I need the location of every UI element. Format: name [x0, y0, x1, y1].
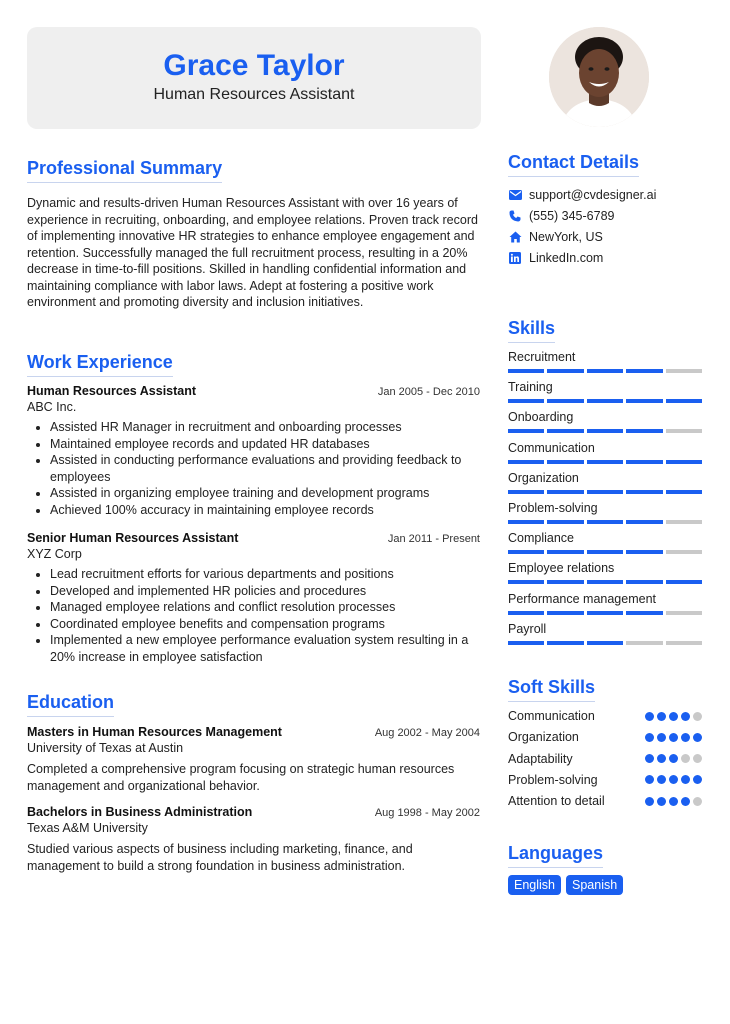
rating-dot	[657, 712, 666, 721]
skill-level-segment	[666, 550, 702, 554]
location-text: NewYork, US	[529, 230, 603, 244]
skill-level-segment	[508, 369, 544, 373]
skill-level-segment	[508, 550, 544, 554]
skill-item	[508, 561, 702, 584]
profile-photo-image	[549, 27, 649, 127]
soft-skills-heading: Soft Skills	[508, 677, 595, 702]
skill-level-segment	[626, 429, 662, 433]
education-date: Aug 2002 - May 2004	[374, 727, 480, 739]
skill-level-bar	[508, 550, 702, 554]
rating-dot	[669, 712, 678, 721]
skill-level-segment	[547, 550, 583, 554]
skill-level-segment	[547, 460, 583, 464]
skill-name: Payroll	[508, 621, 547, 636]
rating-dot	[657, 775, 666, 784]
list-item: • Assisted in organizing employee training and development programs	[50, 485, 480, 502]
candidate-title: Human Resources Assistant	[153, 86, 355, 103]
soft-skill-rating	[645, 797, 702, 806]
skill-level-segment	[508, 490, 544, 494]
rating-dot	[693, 775, 702, 784]
list-item: • Assisted HR Manager in recruitment and onboarding processes	[50, 419, 480, 436]
list-item: • Developed and implemented HR policies and procedures	[50, 583, 480, 600]
rating-dot	[645, 754, 654, 763]
soft-skill-item	[508, 773, 702, 787]
skill-item	[508, 622, 702, 645]
rating-dot	[681, 733, 690, 742]
job-bullets	[27, 566, 480, 665]
rating-dot	[669, 754, 678, 763]
soft-skill-rating	[645, 754, 702, 763]
education-entry	[27, 725, 480, 794]
language-badge: English	[508, 875, 561, 895]
rating-dot	[645, 712, 654, 721]
skill-level-segment	[587, 641, 623, 645]
skill-item	[508, 410, 702, 433]
skill-level-segment	[666, 369, 702, 373]
job-date: Jan 2011 - Present	[387, 533, 480, 545]
skill-level-segment	[666, 429, 702, 433]
skill-level-segment	[547, 369, 583, 373]
skill-name: Employee relations	[508, 561, 615, 576]
skill-level-segment	[547, 520, 583, 524]
skill-item	[508, 531, 702, 554]
list-item: • Maintained employee records and updated HR databases	[50, 436, 480, 453]
soft-skill-item	[508, 794, 702, 808]
skill-name: Onboarding	[508, 410, 574, 425]
email-text[interactable]: support@cvdesigner.ai	[529, 188, 657, 202]
skill-level-segment	[547, 611, 583, 615]
job-date: Jan 2005 - Dec 2010	[377, 386, 480, 398]
contact-email	[508, 188, 708, 202]
skill-level-segment	[508, 580, 544, 584]
skill-level-segment	[508, 399, 544, 403]
skills-heading: Skills	[508, 318, 555, 343]
skill-level-segment	[587, 369, 623, 373]
degree-name: Bachelors in Business Administration	[27, 805, 253, 819]
skill-name: Compliance	[508, 531, 575, 546]
school-name: Texas A&M University	[27, 821, 148, 835]
skill-level-segment	[666, 580, 702, 584]
list-item: • Managed employee relations and conflict resolution processes	[50, 599, 480, 616]
skill-item	[508, 471, 702, 494]
contact-phone	[508, 209, 708, 223]
soft-skill-rating	[645, 775, 702, 784]
skill-name: Problem-solving	[508, 501, 598, 515]
skill-name: Recruitment	[508, 350, 576, 364]
education-heading: Education	[27, 692, 114, 717]
skill-level-bar	[508, 429, 702, 433]
job-company: XYZ Corp	[27, 547, 82, 561]
soft-skill-item	[508, 730, 702, 744]
soft-skill-name: Adaptability	[508, 751, 573, 766]
skill-level-bar	[508, 641, 702, 645]
skill-level-segment	[666, 460, 702, 464]
job-bullets	[27, 419, 480, 518]
skill-level-segment	[626, 460, 662, 464]
rating-dot	[669, 733, 678, 742]
rating-dot	[693, 733, 702, 742]
education-description: Completed a comprehensive program focusing on strategic human resources management and organizational behavior.	[27, 762, 455, 793]
skill-level-segment	[547, 429, 583, 433]
rating-dot	[657, 733, 666, 742]
skill-level-segment	[587, 550, 623, 554]
skill-level-bar	[508, 460, 702, 464]
phone-text: (555) 345-6789	[529, 209, 615, 223]
skill-level-bar	[508, 611, 702, 615]
skill-level-segment	[587, 460, 623, 464]
contact-linkedin	[508, 251, 708, 265]
skill-item	[508, 380, 702, 403]
skill-level-segment	[626, 369, 662, 373]
skill-level-segment	[547, 399, 583, 403]
job-company: ABC Inc.	[27, 400, 77, 414]
skill-level-segment	[626, 550, 662, 554]
skill-level-segment	[508, 429, 544, 433]
rating-dot	[681, 712, 690, 721]
languages-list	[508, 875, 623, 895]
language-badge: Spanish	[566, 875, 623, 895]
skill-level-bar	[508, 399, 702, 403]
soft-skill-item	[508, 752, 702, 766]
linkedin-text[interactable]: LinkedIn.com	[529, 251, 604, 265]
rating-dot	[693, 712, 702, 721]
skill-level-segment	[626, 580, 662, 584]
list-item: • Implemented a new employee performance evaluation system resulting in a 20% increase in employee satisfaction	[50, 632, 480, 665]
skill-level-segment	[547, 580, 583, 584]
soft-skill-name: Communication	[508, 709, 595, 723]
rating-dot	[693, 754, 702, 763]
candidate-name: Grace Taylor	[163, 49, 345, 82]
home-icon	[508, 230, 522, 244]
skill-item	[508, 350, 702, 373]
languages-heading: Languages	[508, 843, 603, 868]
list-item: • Assisted in conducting performance evaluations and providing feedback to employees	[50, 452, 480, 485]
job-entry	[27, 384, 480, 518]
rating-dot	[669, 775, 678, 784]
skill-level-segment	[508, 460, 544, 464]
skill-name: Communication	[508, 440, 595, 455]
skill-level-bar	[508, 580, 702, 584]
soft-skill-rating	[645, 712, 702, 721]
rating-dot	[693, 797, 702, 806]
skill-level-bar	[508, 369, 702, 373]
skill-level-segment	[587, 399, 623, 403]
skill-level-segment	[508, 641, 544, 645]
skill-level-segment	[626, 490, 662, 494]
skill-item	[508, 501, 702, 524]
skill-level-bar	[508, 490, 702, 494]
list-item: • Achieved 100% accuracy in maintaining employee records	[50, 502, 480, 519]
rating-dot	[657, 797, 666, 806]
soft-skill-name: Attention to detail	[508, 794, 605, 809]
job-role: Human Resources Assistant	[27, 384, 197, 398]
skill-level-bar	[508, 520, 702, 524]
skill-level-segment	[587, 580, 623, 584]
skill-item	[508, 592, 702, 615]
contact-heading: Contact Details	[508, 152, 639, 177]
skill-level-segment	[587, 429, 623, 433]
school-name: University of Texas at Austin	[27, 741, 184, 755]
rating-dot	[681, 797, 690, 806]
list-item: • Lead recruitment efforts for various departments and positions	[50, 566, 480, 583]
skill-level-segment	[666, 611, 702, 615]
skill-level-segment	[587, 611, 623, 615]
skill-level-segment	[587, 520, 623, 524]
skill-level-segment	[547, 641, 583, 645]
skill-level-segment	[508, 611, 544, 615]
skill-level-segment	[626, 520, 662, 524]
envelope-icon	[508, 188, 522, 202]
rating-dot	[669, 797, 678, 806]
skill-level-segment	[666, 520, 702, 524]
rating-dot	[645, 775, 654, 784]
skill-name: Organization	[508, 470, 579, 485]
profile-photo	[549, 27, 649, 127]
skill-item	[508, 441, 702, 464]
phone-icon	[508, 209, 522, 223]
skill-level-segment	[626, 399, 662, 403]
soft-skill-item	[508, 709, 702, 723]
rating-dot	[645, 797, 654, 806]
skill-level-segment	[508, 520, 544, 524]
rating-dot	[645, 733, 654, 742]
contact-location	[508, 230, 708, 244]
list-item: • Coordinated employee benefits and compensation programs	[50, 616, 480, 633]
rating-dot	[681, 775, 690, 784]
summary-heading: Professional Summary	[27, 158, 222, 183]
education-entry	[27, 805, 480, 874]
education-date: Aug 1998 - May 2002	[374, 807, 480, 819]
experience-heading: Work Experience	[27, 352, 173, 377]
skill-level-segment	[626, 611, 662, 615]
skill-level-segment	[666, 490, 702, 494]
soft-skill-rating	[645, 733, 702, 742]
linkedin-icon	[508, 251, 522, 265]
resume-header	[27, 27, 481, 129]
soft-skill-name: Problem-solving	[508, 772, 598, 787]
soft-skill-name: Organization	[508, 730, 579, 745]
skill-level-segment	[666, 641, 702, 645]
education-description: Studied various aspects of business including marketing, finance, and management to build a strong foundation in business administration.	[27, 842, 413, 873]
skill-level-segment	[547, 490, 583, 494]
skill-level-segment	[666, 399, 702, 403]
job-entry	[27, 531, 480, 665]
rating-dot	[681, 754, 690, 763]
skill-name: Performance management	[508, 591, 656, 606]
skill-level-segment	[626, 641, 662, 645]
skill-level-segment	[587, 490, 623, 494]
summary-text: Dynamic and results-driven Human Resources Assistant with over 16 years of experience in recruiting, onboarding, and employee relations. Proven track record of implementing innovative HR strategies to enhance employee engagement and retention. Successfully managed the full recruitment process, resulting in a 20% decrease in time-to-fill positions. Skilled in handling confidential information and maintaining compliance with labor laws. Adept at fostering a positive work environment and promoting diversity and inclusion initiatives.	[27, 196, 478, 309]
job-role: Senior Human Resources Assistant	[27, 531, 239, 545]
degree-name: Masters in Human Resources Management	[27, 725, 282, 739]
rating-dot	[657, 754, 666, 763]
skill-name: Training	[508, 380, 553, 395]
